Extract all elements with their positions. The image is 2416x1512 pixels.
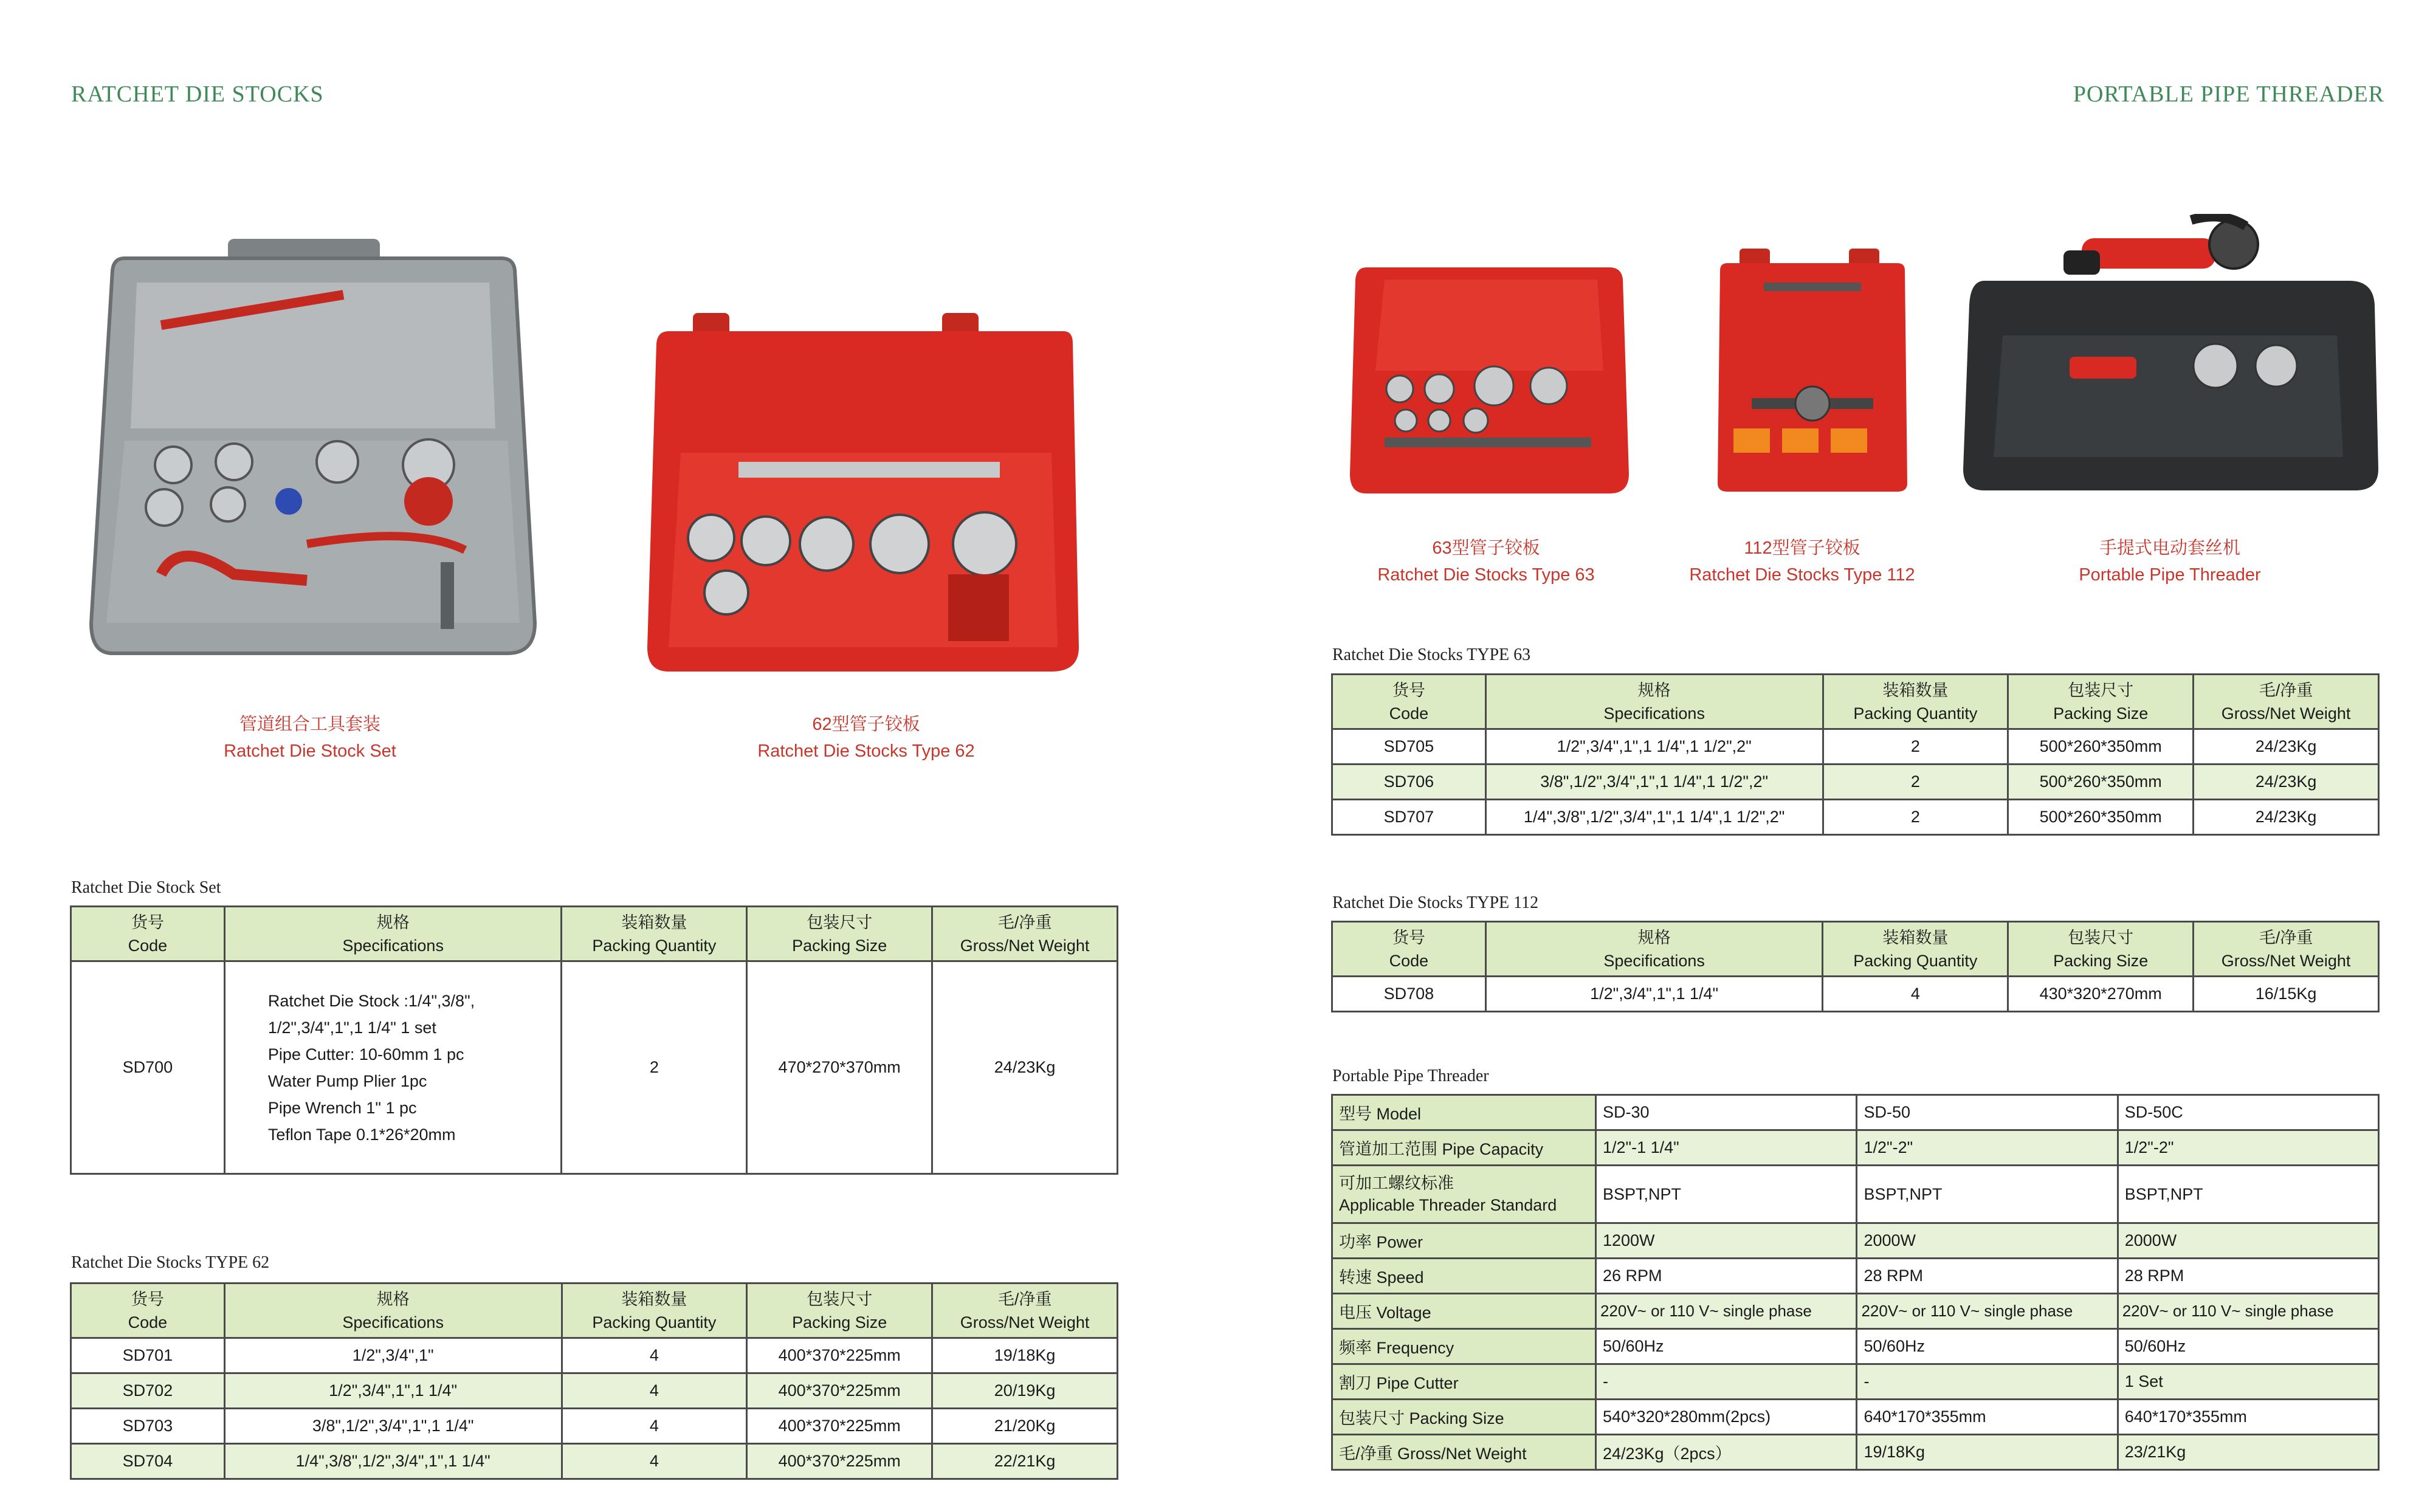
size-cell: 400*370*225mm — [747, 1444, 932, 1479]
code-cell: SD700 — [71, 961, 225, 1174]
table-row — [1332, 1259, 2379, 1294]
row-label: 毛/净重 Gross/Net Weight — [1332, 1435, 1596, 1470]
header-weight: 毛/净重 Gross/Net Weight — [932, 1283, 1118, 1338]
threader-spec-table — [1331, 1094, 2380, 1471]
threader-table-title: Portable Pipe Threader — [1332, 1067, 1489, 1085]
value-cell: SD-30 — [1595, 1095, 1857, 1130]
row-label: 割刀 Pipe Cutter — [1332, 1364, 1596, 1400]
value-cell: BSPT,NPT — [1595, 1166, 1857, 1223]
weight-cell: 22/21Kg — [932, 1444, 1118, 1479]
size-cell: 400*370*225mm — [747, 1409, 932, 1444]
header-specifications: 规格 Specifications — [1485, 675, 1823, 729]
type62-table-title: Ratchet Die Stocks TYPE 62 — [71, 1253, 270, 1272]
weight-cell: 16/15Kg — [2194, 977, 2379, 1012]
caption-cn: 手提式电动套丝机 — [2099, 538, 2240, 558]
value-cell: - — [1857, 1364, 2118, 1400]
spec-cell: 3/8",1/2",3/4",1",1 1/4" — [224, 1409, 562, 1444]
type112-spec-table — [1331, 921, 2380, 1012]
value-cell: 50/60Hz — [1857, 1329, 2118, 1364]
header-packing-quantity: 装箱数量 Packing Quantity — [1823, 675, 2008, 729]
type112-die-stocks-photo — [1715, 246, 1910, 495]
table-row — [1332, 977, 2379, 1012]
spec-cell: 1/4",3/8",1/2",3/4",1",1 1/4",1 1/2",2" — [1485, 800, 1823, 835]
table-row — [71, 1338, 1118, 1373]
table-header-row — [71, 907, 1118, 961]
code-cell: SD704 — [71, 1444, 225, 1479]
size-cell: 430*320*270mm — [2008, 977, 2194, 1012]
set-table-title: Ratchet Die Stock Set — [71, 878, 221, 897]
weight-cell: 20/19Kg — [932, 1373, 1118, 1409]
caption-en: Ratchet Die Stocks Type 62 — [757, 741, 975, 761]
qty-cell: 4 — [562, 1409, 747, 1444]
code-cell: SD707 — [1332, 800, 1486, 835]
left-header: RATCHET DIE STOCKS — [71, 81, 324, 107]
spec-cell: 1/2",3/4",1",1 1/4" — [224, 1373, 562, 1409]
row-label: 管道加工范围 Pipe Capacity — [1332, 1130, 1596, 1166]
caption-en: Ratchet Die Stocks Type 112 — [1689, 565, 1915, 585]
table-row — [71, 1373, 1118, 1409]
size-cell: 470*270*370mm — [747, 961, 932, 1174]
weight-cell: 24/23Kg — [2194, 765, 2379, 800]
header-packing-quantity: 装箱数量 Packing Quantity — [1823, 922, 2008, 977]
type63-die-stocks-photo — [1348, 255, 1631, 498]
value-cell: 640*170*355mm — [1857, 1400, 2118, 1435]
spec-cell: 1/2",3/4",1" — [224, 1338, 562, 1373]
value-cell: 24/23Kg（2pcs） — [1595, 1435, 1857, 1470]
value-cell: 220V~ or 110 V~ single phase — [1857, 1294, 2118, 1329]
table-row — [1332, 1294, 2379, 1329]
type63-table-title: Ratchet Die Stocks TYPE 63 — [1332, 645, 1531, 664]
value-cell: SD-50C — [2118, 1095, 2378, 1130]
value-cell: 220V~ or 110 V~ single phase — [2118, 1294, 2378, 1329]
row-label: 型号 Model — [1332, 1095, 1596, 1130]
table-row — [1332, 1435, 2379, 1470]
caption-cn: 管道组合工具套装 — [239, 715, 380, 734]
header-code: 货号 Code — [71, 1283, 225, 1338]
value-cell: BSPT,NPT — [1857, 1166, 2118, 1223]
table-header-row — [1332, 922, 2379, 977]
right-header: PORTABLE PIPE THREADER — [2073, 81, 2384, 107]
qty-cell: 4 — [562, 1373, 747, 1409]
ratchet-die-stock-set-photo — [88, 234, 538, 672]
value-cell: 1/2"-2" — [1857, 1130, 2118, 1166]
code-cell: SD703 — [71, 1409, 225, 1444]
table-row — [1332, 1095, 2379, 1130]
header-code: 货号 Code — [71, 907, 225, 961]
caption-en: Portable Pipe Threader — [2079, 565, 2261, 585]
value-cell: 23/21Kg — [2118, 1435, 2378, 1470]
value-cell: 19/18Kg — [1857, 1435, 2118, 1470]
value-cell: 1/2"-1 1/4" — [1595, 1130, 1857, 1166]
header-code: 货号 Code — [1332, 922, 1486, 977]
row-label: 频率 Frequency — [1332, 1329, 1596, 1364]
caption-type63 — [1349, 535, 1623, 588]
value-cell: 640*170*355mm — [2118, 1400, 2378, 1435]
header-specifications: 规格 Specifications — [224, 907, 562, 961]
row-label: 包装尺寸 Packing Size — [1332, 1400, 1596, 1435]
table-row — [1332, 729, 2379, 765]
header-code: 货号 Code — [1332, 675, 1486, 729]
qty-cell: 4 — [562, 1444, 747, 1479]
row-label: 可加工螺纹标准 Applicable Threader Standard — [1332, 1166, 1596, 1223]
value-cell: BSPT,NPT — [2118, 1166, 2378, 1223]
table-row — [1332, 1130, 2379, 1166]
table-row — [1332, 765, 2379, 800]
type112-table-title: Ratchet Die Stocks TYPE 112 — [1332, 893, 1539, 912]
table-row — [71, 1444, 1118, 1479]
value-cell: 2000W — [1857, 1223, 2118, 1259]
code-cell: SD702 — [71, 1373, 225, 1409]
code-cell: SD705 — [1332, 729, 1486, 765]
type62-die-stocks-photo — [644, 307, 1082, 678]
set-spec-table — [70, 905, 1118, 1175]
header-packing-size: 包装尺寸 Packing Size — [747, 907, 932, 961]
caption-en: Ratchet Die Stock Set — [224, 741, 396, 761]
header-weight: 毛/净重 Gross/Net Weight — [2194, 922, 2379, 977]
value-cell: 540*320*280mm(2pcs) — [1595, 1400, 1857, 1435]
qty-cell: 2 — [1823, 765, 2008, 800]
type63-spec-table — [1331, 673, 2380, 836]
qty-cell: 2 — [1823, 800, 2008, 835]
size-cell: 500*260*350mm — [2008, 765, 2194, 800]
value-cell: 26 RPM — [1595, 1259, 1857, 1294]
header-packing-quantity: 装箱数量 Packing Quantity — [562, 1283, 747, 1338]
caption-type112 — [1659, 535, 1945, 588]
caption-portable-pipe-threader — [2024, 535, 2316, 588]
table-row — [1332, 800, 2379, 835]
header-packing-size: 包装尺寸 Packing Size — [2008, 922, 2194, 977]
header-packing-size: 包装尺寸 Packing Size — [2008, 675, 2194, 729]
spec-cell: 1/4",3/8",1/2",3/4",1",1 1/4" — [224, 1444, 562, 1479]
value-cell: 2000W — [2118, 1223, 2378, 1259]
code-cell: SD706 — [1332, 765, 1486, 800]
table-header-row — [71, 1283, 1118, 1338]
table-row — [1332, 1364, 2379, 1400]
code-cell: SD708 — [1332, 977, 1486, 1012]
value-cell: 50/60Hz — [1595, 1329, 1857, 1364]
caption-cn: 63型管子铰板 — [1432, 538, 1540, 558]
table-header-row — [1332, 675, 2379, 729]
table-row — [71, 1409, 1118, 1444]
weight-cell: 21/20Kg — [932, 1409, 1118, 1444]
spec-cell: Ratchet Die Stock :1/4",3/8", 1/2",3/4",1",1 1/4" 1 set Pipe Cutter: 10-60mm 1 pc Water Pump Plier 1pc Pipe Wrench 1" 1 pc Teflon Tape 0.1*26*20mm — [224, 961, 562, 1174]
caption-cn: 112型管子铰板 — [1744, 538, 1860, 558]
portable-pipe-threader-photo — [1960, 214, 2380, 493]
value-cell: 28 RPM — [2118, 1259, 2378, 1294]
size-cell: 500*260*350mm — [2008, 800, 2194, 835]
code-cell: SD701 — [71, 1338, 225, 1373]
value-cell: 28 RPM — [1857, 1259, 2118, 1294]
weight-cell: 24/23Kg — [932, 961, 1118, 1174]
header-packing-size: 包装尺寸 Packing Size — [747, 1283, 932, 1338]
weight-cell: 24/23Kg — [2194, 800, 2379, 835]
table-row — [1332, 1329, 2379, 1364]
row-label: 电压 Voltage — [1332, 1294, 1596, 1329]
spec-cell: 1/2",3/4",1",1 1/4" — [1485, 977, 1823, 1012]
value-cell: 1/2"-2" — [2118, 1130, 2378, 1166]
table-row — [71, 961, 1118, 1174]
caption-en: Ratchet Die Stocks Type 63 — [1377, 565, 1595, 585]
value-cell: 1200W — [1595, 1223, 1857, 1259]
header-weight: 毛/净重 Gross/Net Weight — [932, 907, 1118, 961]
value-cell: - — [1595, 1364, 1857, 1400]
type62-spec-table — [70, 1282, 1118, 1480]
caption-ratchet-die-stock-set — [188, 711, 432, 765]
weight-cell: 24/23Kg — [2194, 729, 2379, 765]
weight-cell: 19/18Kg — [932, 1338, 1118, 1373]
caption-type62 — [729, 711, 1003, 765]
header-specifications: 规格 Specifications — [1485, 922, 1823, 977]
spec-cell: 1/2",3/4",1",1 1/4",1 1/2",2" — [1485, 729, 1823, 765]
value-cell: 1 Set — [2118, 1364, 2378, 1400]
value-cell: 220V~ or 110 V~ single phase — [1595, 1294, 1857, 1329]
row-label: 转速 Speed — [1332, 1259, 1596, 1294]
value-cell: 50/60Hz — [2118, 1329, 2378, 1364]
row-label: 功率 Power — [1332, 1223, 1596, 1259]
qty-cell: 2 — [1823, 729, 2008, 765]
spec-cell: 3/8",1/2",3/4",1",1 1/4",1 1/2",2" — [1485, 765, 1823, 800]
header-specifications: 规格 Specifications — [224, 1283, 562, 1338]
value-cell: SD-50 — [1857, 1095, 2118, 1130]
caption-cn: 62型管子铰板 — [812, 715, 920, 734]
header-weight: 毛/净重 Gross/Net Weight — [2194, 675, 2379, 729]
table-row — [1332, 1400, 2379, 1435]
size-cell: 400*370*225mm — [747, 1338, 932, 1373]
table-row — [1332, 1223, 2379, 1259]
header-packing-quantity: 装箱数量 Packing Quantity — [562, 907, 747, 961]
qty-cell: 4 — [1823, 977, 2008, 1012]
size-cell: 500*260*350mm — [2008, 729, 2194, 765]
table-row — [1332, 1166, 2379, 1223]
size-cell: 400*370*225mm — [747, 1373, 932, 1409]
qty-cell: 4 — [562, 1338, 747, 1373]
qty-cell: 2 — [562, 961, 747, 1174]
